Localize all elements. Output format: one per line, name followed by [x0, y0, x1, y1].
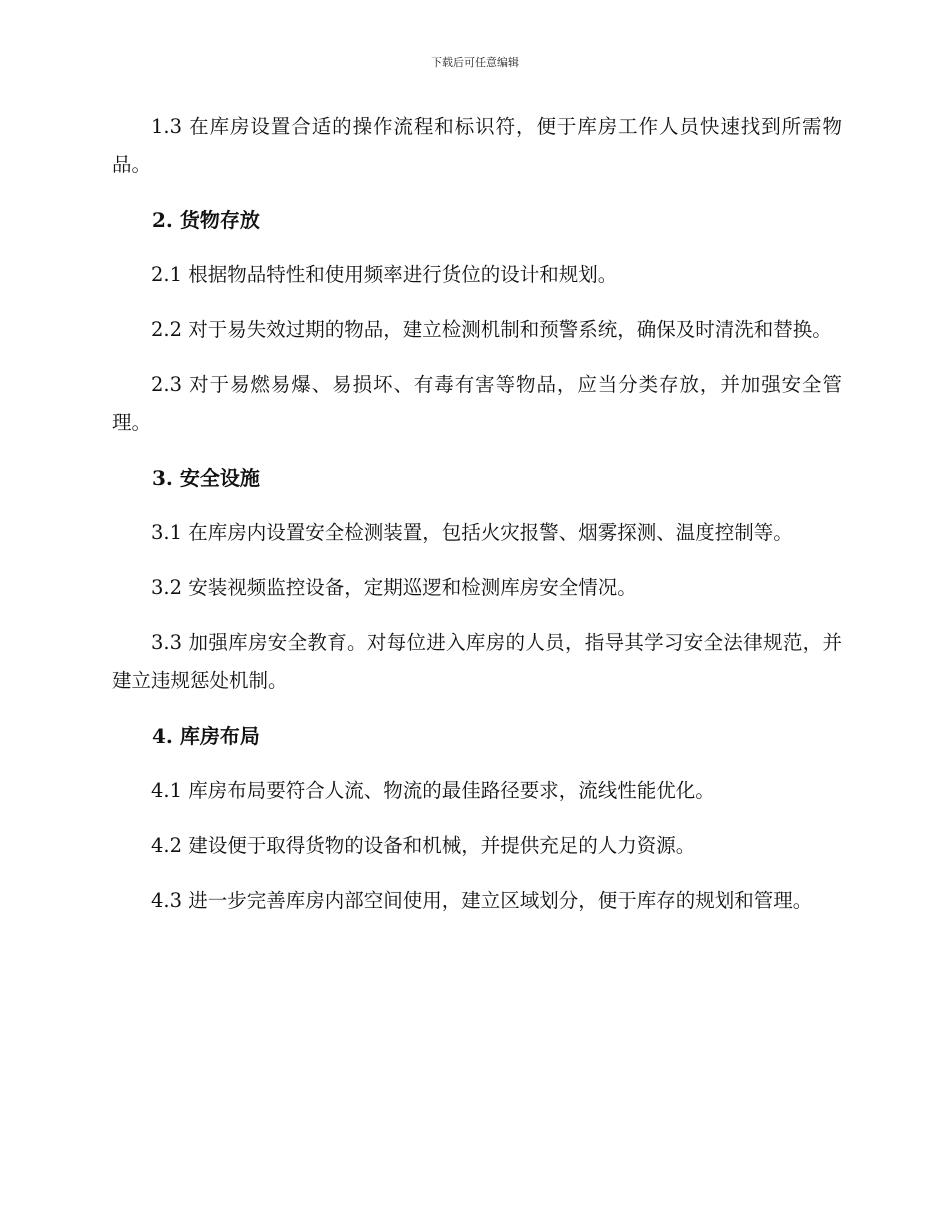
paragraph-4-3: 4.3 进一步完善库房内部空间使用，建立区域划分，便于库存的规划和管理。 — [151, 889, 813, 912]
paragraph-3-3: 3.3 加强库房安全教育。对每位进入库房的人员，指导其学习安全法律规范，并建立违规惩处机制。 — [112, 631, 842, 692]
page-header: 下载后可任意编辑 — [431, 56, 519, 69]
paragraph-4-1: 4.1 库房布局要符合人流、物流的最佳路径要求，流线性能优化。 — [151, 779, 715, 802]
section-heading-3: 3. 安全设施 — [152, 466, 260, 490]
paragraph-1-3: 1.3 在库房设置合适的操作流程和标识符，便于库房工作人员快速找到所需物品。 — [112, 115, 842, 176]
paragraph-2-2: 2.2 对于易失效过期的物品，建立检测机制和预警系统，确保及时清洗和替换。 — [151, 318, 832, 341]
paragraph-3-2: 3.2 安装视频监控设备，定期巡逻和检测库房安全情况。 — [151, 576, 637, 599]
document-body — [112, 108, 842, 937]
section-heading-2: 2. 货物存放 — [152, 208, 260, 232]
paragraph-2-1: 2.1 根据物品特性和使用频率进行货位的设计和规划。 — [151, 263, 618, 286]
paragraph-2-3: 2.3 对于易燃易爆、易损坏、有毒有害等物品，应当分类存放，并加强安全管理。 — [112, 373, 842, 434]
paragraph-4-2: 4.2 建设便于取得货物的设备和机械，并提供充足的人力资源。 — [151, 834, 696, 857]
section-heading-4: 4. 库房布局 — [152, 724, 260, 748]
paragraph-3-1: 3.1 在库房内设置安全检测装置，包括火灾报警、烟雾探测、温度控制等。 — [151, 521, 793, 544]
